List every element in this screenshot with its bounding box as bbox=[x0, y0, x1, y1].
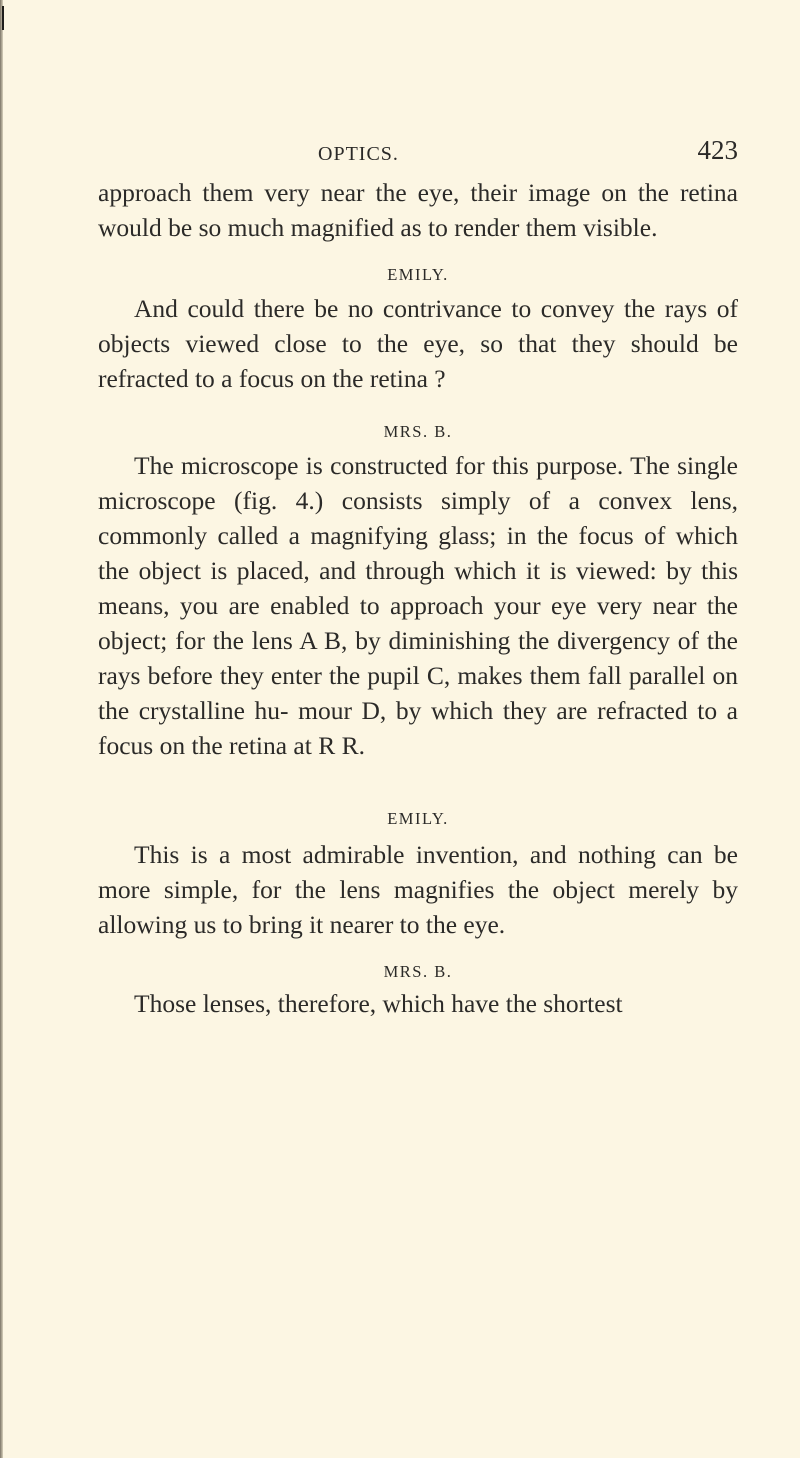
paragraph-4: This is a most admirable invention, and nothing can be more simple, for the lens magnifies the object merely by allowing us to bring it nearer to the eye. bbox=[98, 840, 738, 939]
running-head: OPTICS. bbox=[318, 143, 399, 165]
page-header bbox=[98, 131, 738, 171]
paragraph-5: Those lenses, therefore, which have the shortest bbox=[134, 989, 623, 1018]
paragraph-3: The microscope is constructed for this purpose. The single microscope (fig. 4.) consists simply of a convex lens, commonly called a magnifying glass; in the focus of which the object is placed, and through which it is viewed: by this means, you are enabled to approach your eye very near the object; for the lens A B, by diminishing the divergency of the rays before they enter the pupil C, makes them fall parallel on the crystalline hu- mour D, by which they are refracted to a focus on the retina at R R. bbox=[98, 451, 738, 760]
speaker-emily-2: EMILY. bbox=[387, 809, 449, 828]
book-page bbox=[98, 131, 738, 1021]
speaker-emily-1: EMILY. bbox=[387, 265, 449, 284]
paragraph-2: And could there be no contrivance to convey the rays of objects viewed close to the eye, so that they should be refracted to a focus on the retina ? bbox=[98, 294, 738, 393]
page-number: 423 bbox=[697, 135, 738, 165]
page-edge bbox=[0, 0, 3, 1458]
speaker-mrs-b-2: MRS. B. bbox=[383, 962, 453, 981]
speaker-mrs-b-1: MRS. B. bbox=[383, 422, 453, 441]
edge-mark bbox=[2, 6, 4, 30]
paragraph-1: approach them very near the eye, their image on the retina would be so much magnified as to render them visible. bbox=[98, 178, 738, 242]
